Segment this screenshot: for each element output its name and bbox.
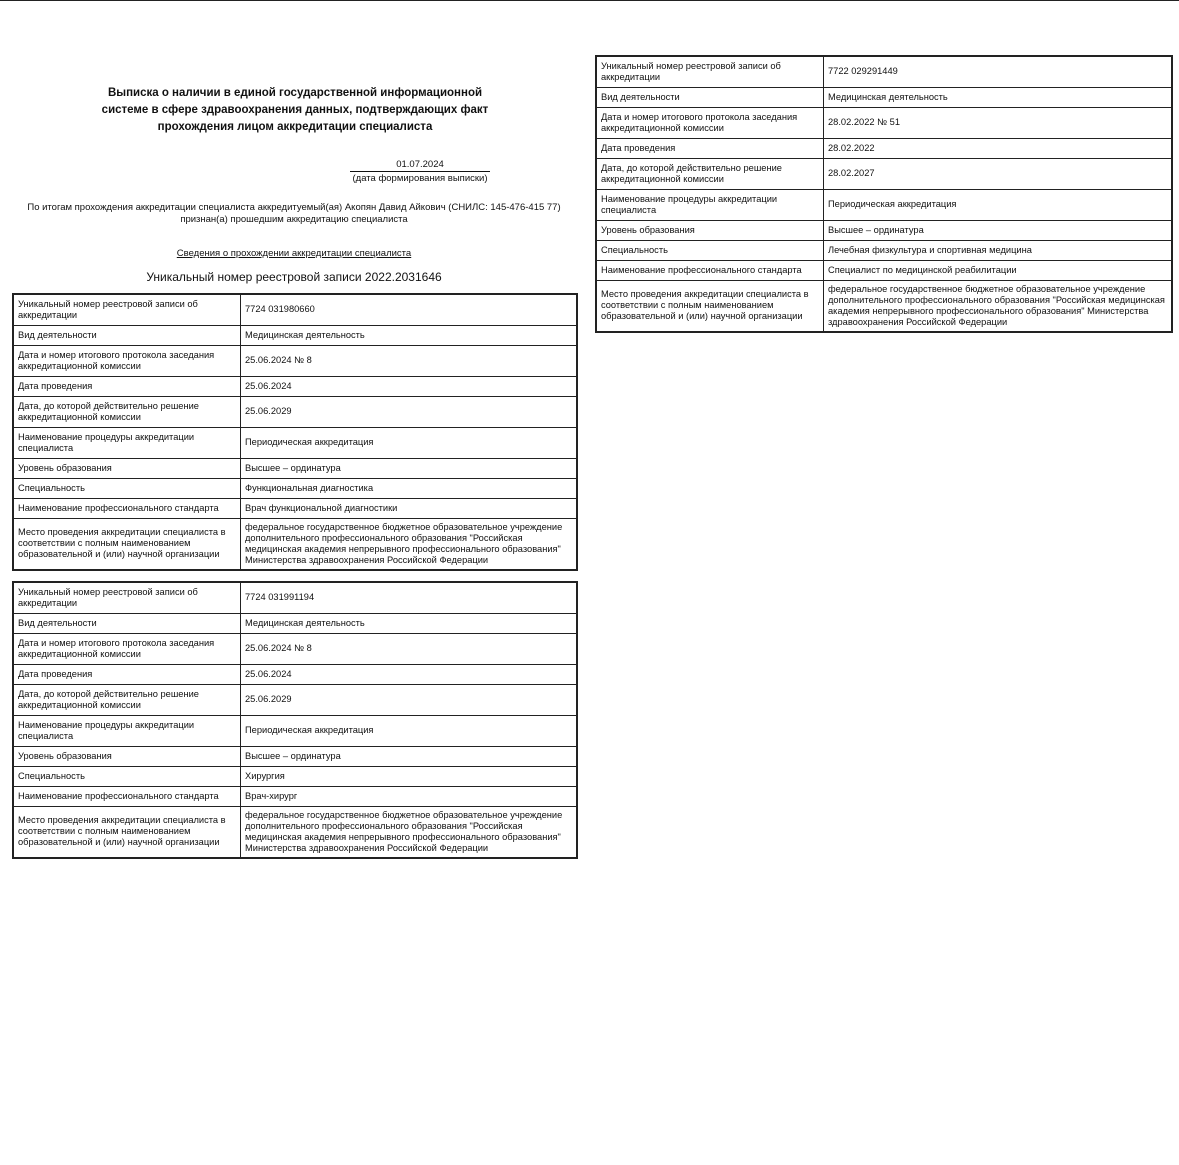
record-label: Вид деятельности bbox=[596, 87, 824, 107]
record-label: Специальность bbox=[13, 478, 241, 498]
record-label: Дата, до которой действительно решение аккредитационной комиссии bbox=[13, 684, 241, 715]
record-label: Дата проведения bbox=[13, 376, 241, 396]
record-label: Специальность bbox=[596, 240, 824, 260]
record-label: Дата проведения bbox=[13, 664, 241, 684]
record-value: Хирургия bbox=[241, 766, 578, 786]
record-label: Уникальный номер реестровой записи об аккредитации bbox=[13, 294, 241, 325]
record-label: Вид деятельности bbox=[13, 613, 241, 633]
record-label: Наименование профессионального стандарта bbox=[13, 498, 241, 518]
record-value: 25.06.2029 bbox=[241, 684, 578, 715]
record-label: Уникальный номер реестровой записи об аккредитации bbox=[13, 582, 241, 613]
record-value: Медицинская деятельность bbox=[241, 613, 578, 633]
record-value: 25.06.2024 bbox=[241, 376, 578, 396]
record-value: 7722 029291449 bbox=[824, 56, 1173, 87]
record-label: Наименование процедуры аккредитации специалиста bbox=[13, 427, 241, 458]
issue-date-caption: (дата формирования выписки) bbox=[352, 173, 488, 184]
top-border-line bbox=[0, 0, 1179, 1]
record-label: Уровень образования bbox=[596, 220, 824, 240]
record-label: Наименование процедуры аккредитации специалиста bbox=[13, 715, 241, 746]
record-label: Место проведения аккредитации специалиста в соответствии с полным наименованием образовательной и (или) научной организации bbox=[596, 280, 824, 332]
document-title bbox=[60, 85, 530, 136]
record-value: Медицинская деятельность bbox=[824, 87, 1173, 107]
record-label: Дата и номер итогового протокола заседания аккредитационной комиссии bbox=[596, 107, 824, 138]
record-value: Периодическая аккредитация bbox=[824, 189, 1173, 220]
record-value: 25.06.2024 № 8 bbox=[241, 633, 578, 664]
intro-line: По итогам прохождения аккредитации специалиста аккредитуемый(ая) Акопян Давид Айкович (СНИЛС: 145-476-415 77) bbox=[27, 202, 561, 213]
record-value: Врач-хирург bbox=[241, 786, 578, 806]
record-value: Высшее – ординатура bbox=[241, 746, 578, 766]
record-value: Медицинская деятельность bbox=[241, 325, 578, 345]
title-line: прохождения лицом аккредитации специалиста bbox=[157, 121, 433, 133]
record-label: Вид деятельности bbox=[13, 325, 241, 345]
record-value: Высшее – ординатура bbox=[824, 220, 1173, 240]
record-value: Периодическая аккредитация bbox=[241, 427, 578, 458]
title-line: системе в сфере здравоохранения данных, подтверждающих факт bbox=[101, 104, 489, 116]
record-value: Функциональная диагностика bbox=[241, 478, 578, 498]
record-value: 25.06.2024 № 8 bbox=[241, 345, 578, 376]
record-value: 7724 031991194 bbox=[241, 582, 578, 613]
record-value: федеральное государственное бюджетное образовательное учреждение дополнительного профессионального образования "Российская медицинская академия непрерывного профессионального образования" Министерства здравоохранения Российской Федерации bbox=[824, 280, 1173, 332]
intro-line: признан(а) прошедшим аккредитацию специалиста bbox=[180, 214, 408, 225]
record-value: 28.02.2022 bbox=[824, 138, 1173, 158]
record-value: 7724 031980660 bbox=[241, 294, 578, 325]
record-value: федеральное государственное бюджетное образовательное учреждение дополнительного профессионального образования "Российская медицинская академия непрерывного профессионального образования" Министерства здравоохранения Российской Федерации bbox=[241, 518, 578, 570]
record-label: Наименование профессионального стандарта bbox=[13, 786, 241, 806]
record-label: Наименование процедуры аккредитации специалиста bbox=[596, 189, 824, 220]
issue-date-block bbox=[350, 159, 490, 184]
record-label: Специальность bbox=[13, 766, 241, 786]
record-label: Дата и номер итогового протокола заседания аккредитационной комиссии bbox=[13, 633, 241, 664]
record-value: Специалист по медицинской реабилитации bbox=[824, 260, 1173, 280]
section-heading: Сведения о прохождении аккредитации специалиста bbox=[176, 248, 412, 259]
registry-number-title: Уникальный номер реестровой записи 2022.2031646 bbox=[146, 270, 442, 284]
intro-text bbox=[14, 202, 574, 226]
record-label: Дата проведения bbox=[596, 138, 824, 158]
record-value: 25.06.2029 bbox=[241, 396, 578, 427]
record-label: Уровень образования bbox=[13, 746, 241, 766]
accreditation-record-table bbox=[12, 293, 578, 571]
record-label: Дата, до которой действительно решение аккредитационной комиссии bbox=[596, 158, 824, 189]
accreditation-record-table bbox=[595, 55, 1173, 333]
record-label: Дата, до которой действительно решение аккредитационной комиссии bbox=[13, 396, 241, 427]
record-value: Высшее – ординатура bbox=[241, 458, 578, 478]
record-label: Место проведения аккредитации специалиста в соответствии с полным наименованием образовательной и (или) научной организации bbox=[13, 806, 241, 858]
record-label: Место проведения аккредитации специалиста в соответствии с полным наименованием образовательной и (или) научной организации bbox=[13, 518, 241, 570]
record-label: Уникальный номер реестровой записи об аккредитации bbox=[596, 56, 824, 87]
record-value: 28.02.2022 № 51 bbox=[824, 107, 1173, 138]
record-value: Периодическая аккредитация bbox=[241, 715, 578, 746]
accreditation-record-table bbox=[12, 581, 578, 859]
record-label: Уровень образования bbox=[13, 458, 241, 478]
record-label: Дата и номер итогового протокола заседания аккредитационной комиссии bbox=[13, 345, 241, 376]
record-value: 28.02.2027 bbox=[824, 158, 1173, 189]
record-value: 25.06.2024 bbox=[241, 664, 578, 684]
issue-date: 01.07.2024 bbox=[350, 159, 490, 172]
title-line: Выписка о наличии в единой государственной информационной bbox=[107, 87, 483, 99]
record-value: Лечебная физкультура и спортивная медицина bbox=[824, 240, 1173, 260]
record-value: Врач функциональной диагностики bbox=[241, 498, 578, 518]
record-label: Наименование профессионального стандарта bbox=[596, 260, 824, 280]
record-value: федеральное государственное бюджетное образовательное учреждение дополнительного профессионального образования "Российская медицинская академия непрерывного профессионального образования" Министерства здравоохранения Российской Федерации bbox=[241, 806, 578, 858]
